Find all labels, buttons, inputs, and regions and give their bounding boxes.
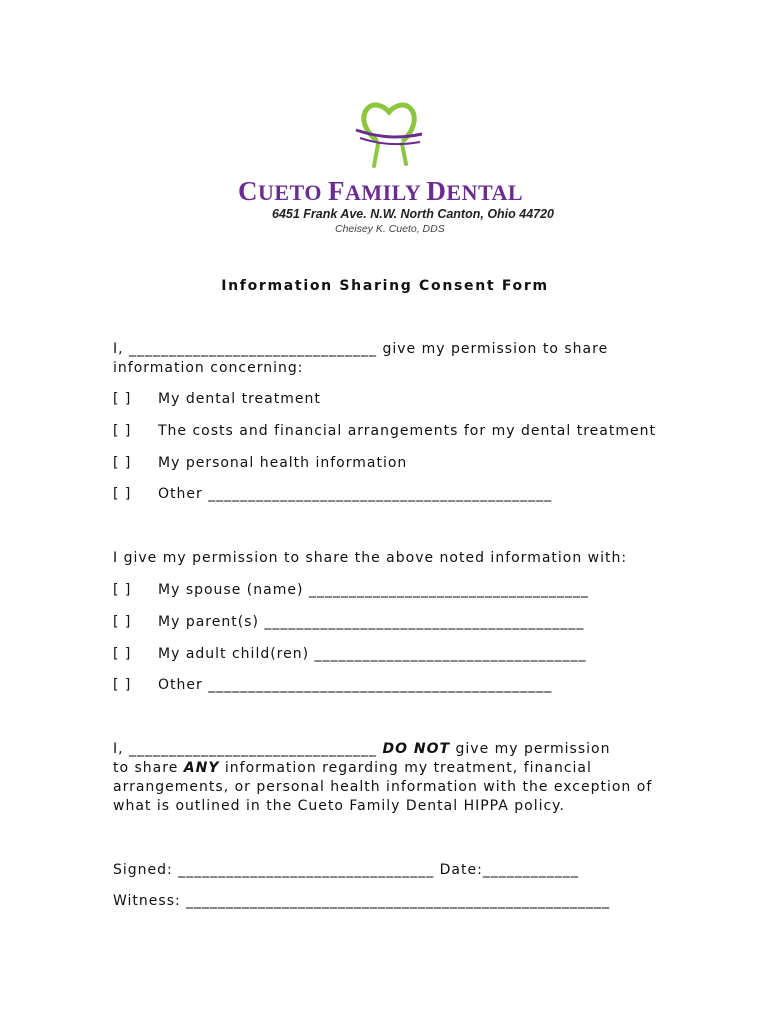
any-emphasis: ANY	[183, 760, 220, 776]
option-adult-children[interactable]: My adult child(ren) __________________________________	[158, 646, 587, 662]
practice-doctor: Cheisey K. Cueto, DDS	[335, 223, 445, 235]
option-dental-treatment: My dental treatment	[158, 391, 321, 407]
brand-name: CUETO FAMILY DENTAL	[238, 176, 524, 206]
option-costs: The costs and financial arrangements for my dental treatment	[158, 423, 656, 439]
witness-line[interactable]: Witness: _____________________________________________________	[113, 893, 611, 909]
refusal-line-4: what is outlined in the Cueto Family Dental HIPPA policy.	[113, 798, 565, 814]
checkbox-costs[interactable]: [ ]	[113, 423, 132, 439]
consent-line-2: information concerning:	[113, 360, 304, 376]
practice-address: 6451 Frank Ave. N.W. North Canton, Ohio 44720	[272, 207, 555, 221]
form-title: Information Sharing Consent Form	[221, 278, 549, 294]
option-other-info[interactable]: Other ___________________________________________	[158, 486, 553, 502]
do-not-emphasis: DO NOT	[382, 741, 451, 757]
option-other-person[interactable]: Other ___________________________________________	[158, 677, 553, 693]
refusal-line-2: to share ANY information regarding my treatment, financial	[113, 760, 592, 776]
checkbox-adult-children[interactable]: [ ]	[113, 646, 132, 662]
practice-logo	[232, 100, 555, 240]
checkbox-dental-treatment[interactable]: [ ]	[113, 391, 132, 407]
checkbox-spouse[interactable]: [ ]	[113, 582, 132, 598]
checkbox-other-info[interactable]: [ ]	[113, 486, 132, 502]
refusal-line-1[interactable]: I, _______________________________ DO NOT give my permission	[113, 741, 611, 757]
checkbox-health-info[interactable]: [ ]	[113, 455, 132, 471]
signed-date-line[interactable]: Signed: ________________________________ Date:____________	[113, 862, 579, 878]
option-spouse[interactable]: My spouse (name) ___________________________________	[158, 582, 589, 598]
option-parents[interactable]: My parent(s) ________________________________________	[158, 614, 585, 630]
tooth-icon	[354, 100, 424, 170]
share-with-intro: I give my permission to share the above noted information with:	[113, 550, 628, 566]
checkbox-other-person[interactable]: [ ]	[113, 677, 132, 693]
option-health-info: My personal health information	[158, 455, 408, 471]
consent-line-1[interactable]: I, _______________________________ give my permission to share	[113, 341, 609, 357]
checkbox-parents[interactable]: [ ]	[113, 614, 132, 630]
refusal-line-3: arrangements, or personal health information with the exception of	[113, 779, 653, 795]
